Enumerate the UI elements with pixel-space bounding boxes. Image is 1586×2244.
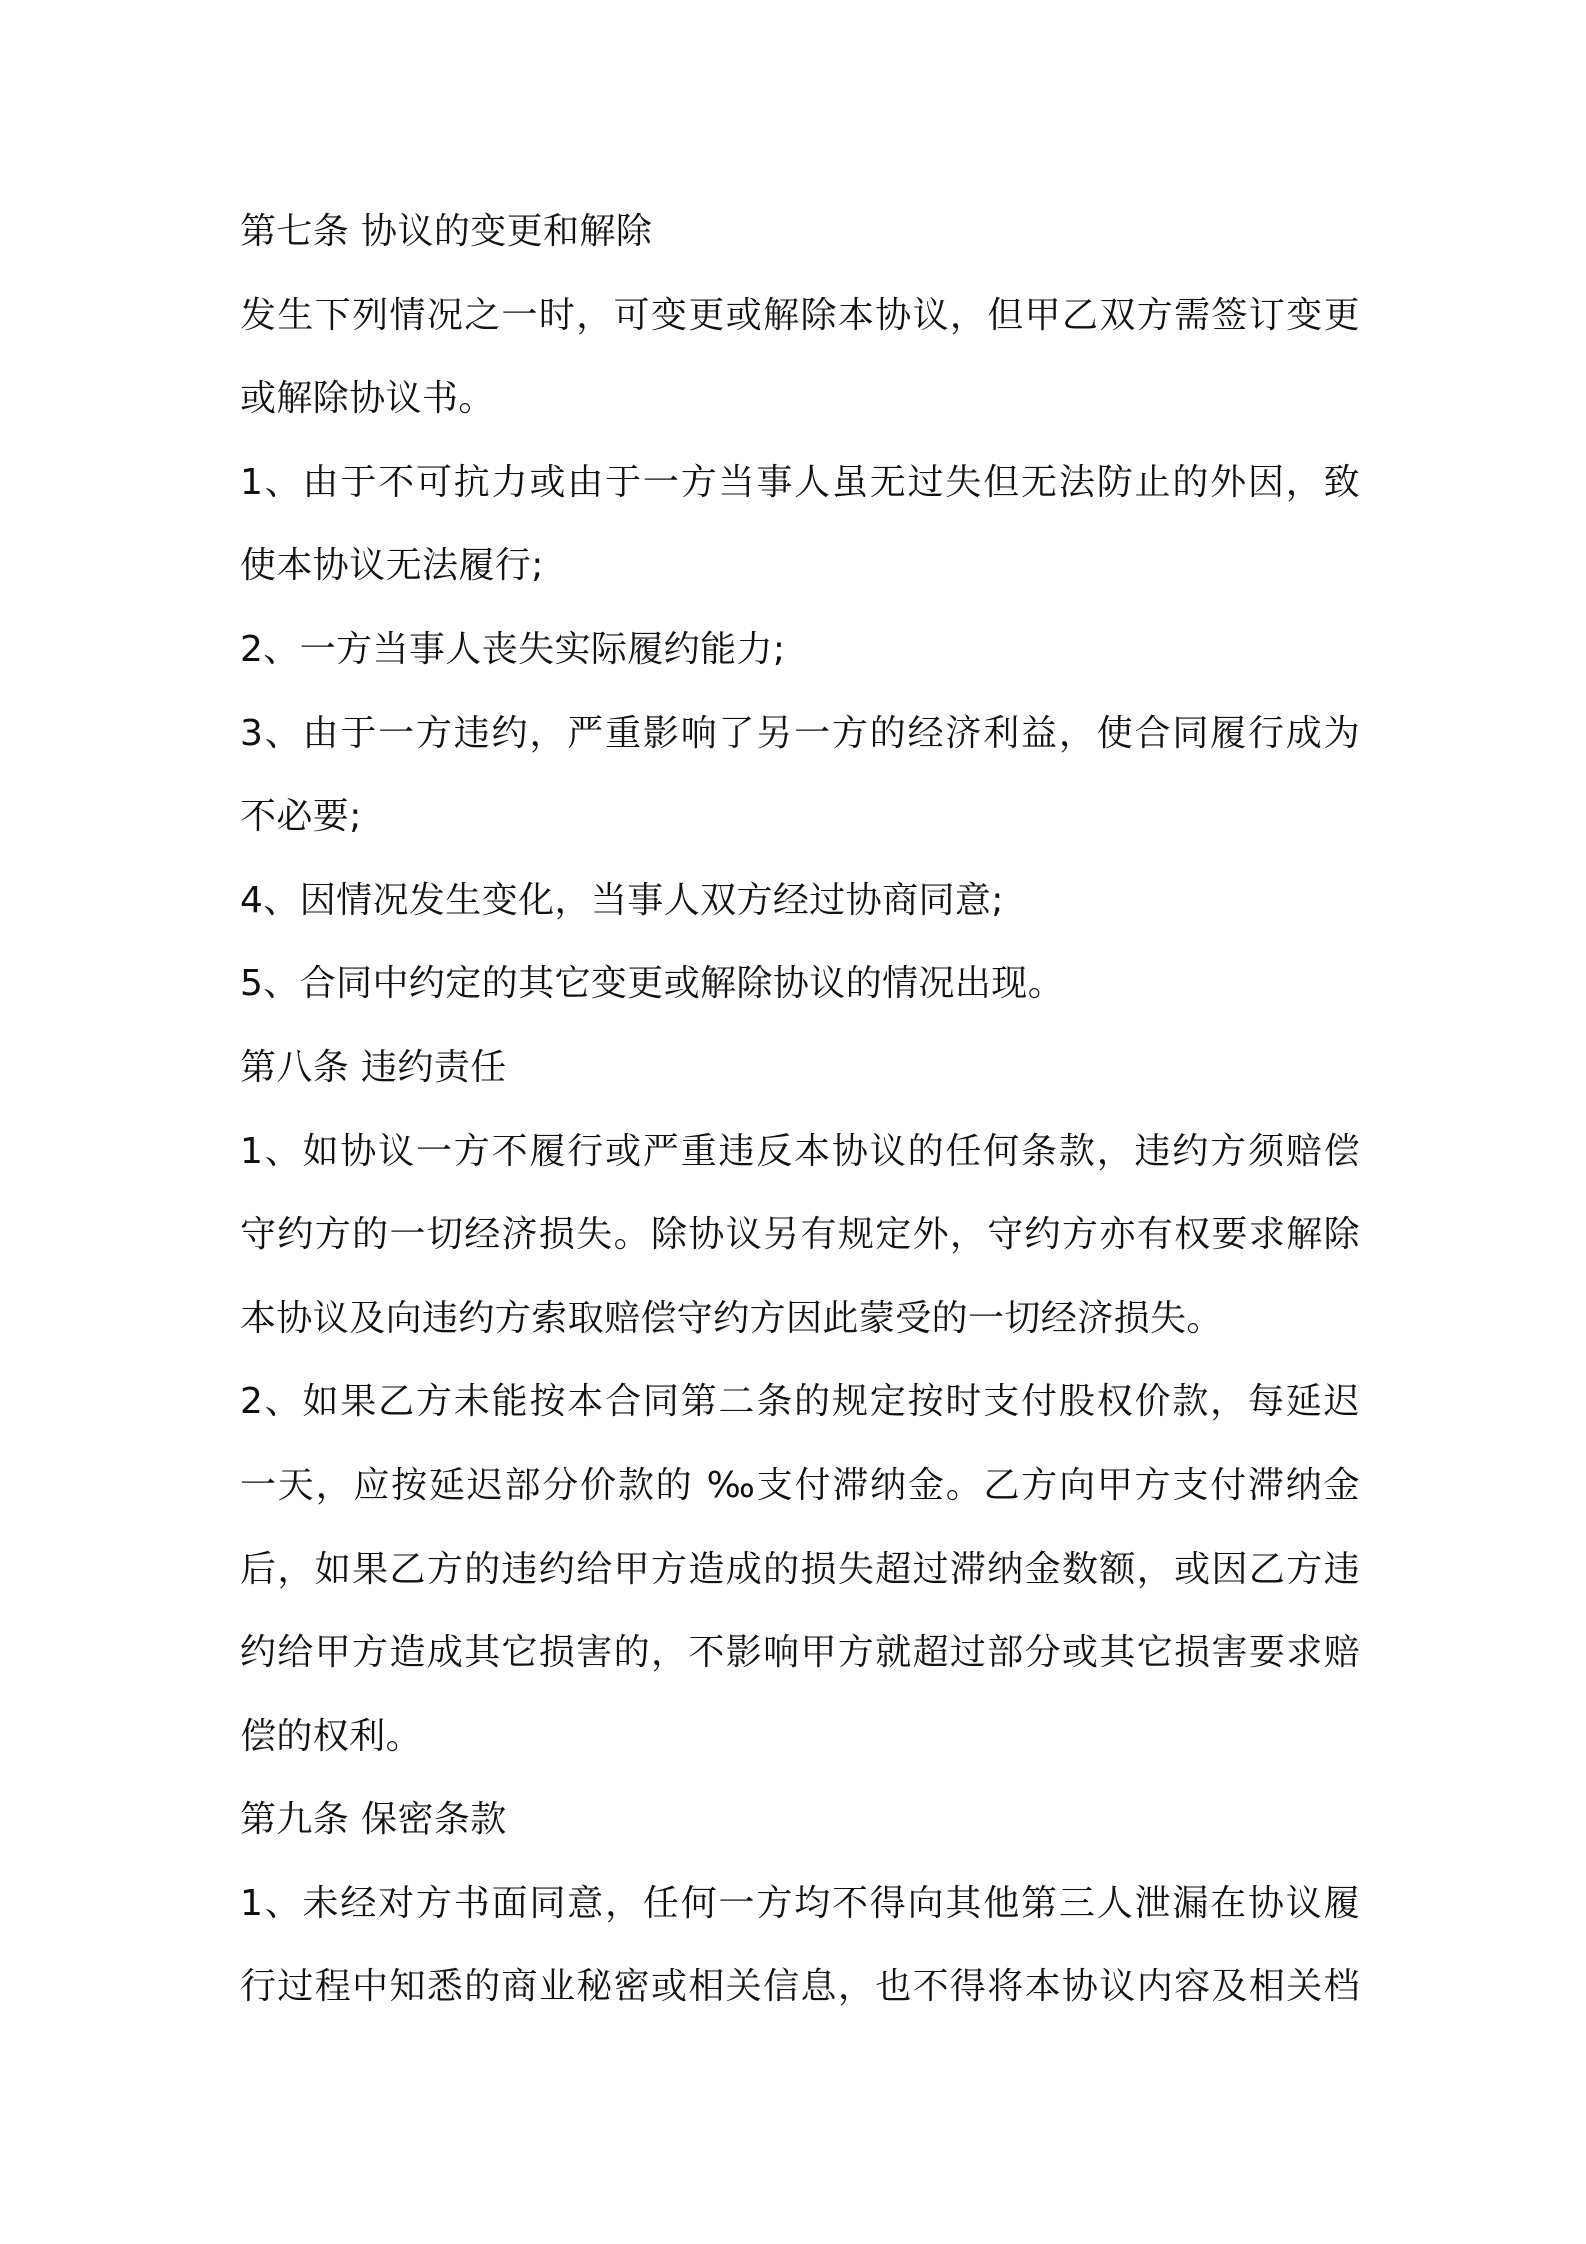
clause-line: 行过程中知悉的商业秘密或相关信息，也不得将本协议内容及相关档	[240, 1966, 1360, 2008]
clause-line: 本协议及向违约方索取赔偿守约方因此蒙受的一切经济损失。	[240, 1297, 1223, 1339]
clause-line: 使本协议无法履行;	[240, 545, 544, 587]
clause-line: 1、如协议一方不履行或严重违反本协议的任何条款，违约方须赔偿	[240, 1130, 1360, 1172]
clause-line: 2、一方当事人丧失实际履约能力;	[240, 628, 786, 670]
clause-line: 守约方的一切经济损失。除协议另有规定外，守约方亦有权要求解除	[240, 1214, 1360, 1256]
clause-line: 不必要;	[240, 796, 362, 838]
clause-line: 1、未经对方书面同意，任何一方均不得向其他第三人泄漏在协议履	[240, 1882, 1360, 1924]
clause-line: 1、由于不可抗力或由于一方当事人虽无过失但无法防止的外因，致	[240, 461, 1360, 503]
clause-line: 4、因情况发生变化，当事人双方经过协商同意;	[240, 879, 1004, 921]
clause-line: 偿的权利。	[240, 1715, 423, 1757]
clause-line: 5、合同中约定的其它变更或解除协议的情况出现。	[240, 963, 1065, 1005]
article-7-heading: 第七条 协议的变更和解除	[240, 211, 653, 252]
clause-line: 约给甲方造成其它损害的，不影响甲方就超过部分或其它损害要求赔	[240, 1632, 1360, 1674]
document-body	[240, 190, 1360, 2029]
article-8-heading: 第八条 违约责任	[240, 1046, 507, 1088]
article-9-heading: 第九条 保密条款	[240, 1799, 507, 1841]
clause-line: 后，如果乙方的违约给甲方造成的损失超过滞纳金数额，或因乙方违	[240, 1548, 1360, 1590]
paragraph-line: 发生下列情况之一时，可变更或解除本协议，但甲乙双方需签订变更	[240, 294, 1360, 336]
clause-line: 一天，应按延迟部分价款的 ‰支付滞纳金。乙方向甲方支付滞纳金	[240, 1464, 1360, 1506]
clause-line: 3、由于一方违约，严重影响了另一方的经济利益，使合同履行成为	[240, 712, 1360, 754]
paragraph-line: 或解除协议书。	[240, 378, 495, 420]
clause-line: 2、如果乙方未能按本合同第二条的规定按时支付股权价款，每延迟	[240, 1381, 1360, 1423]
